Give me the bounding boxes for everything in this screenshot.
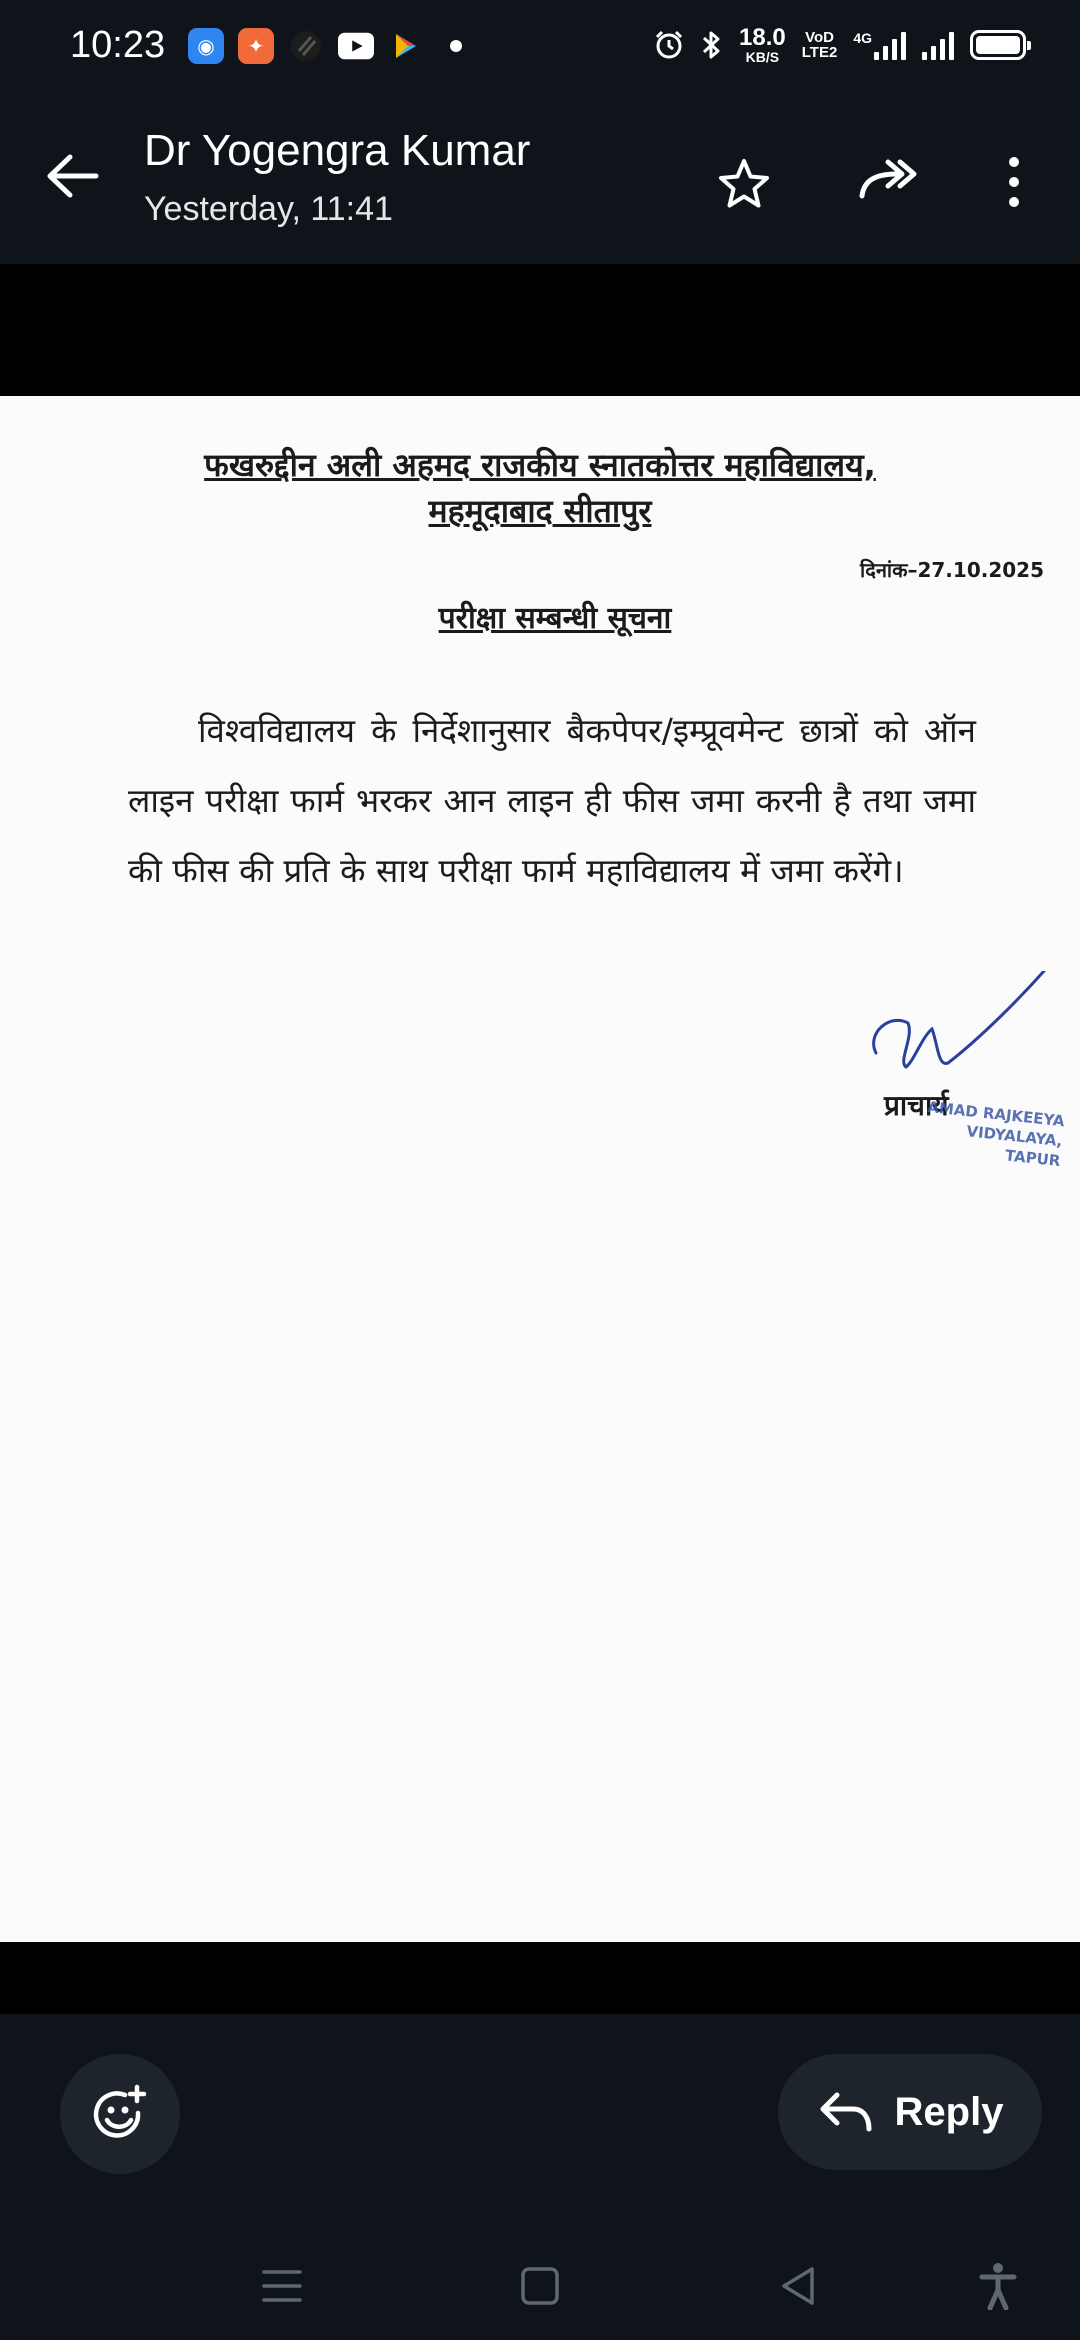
- message-timestamp: Yesterday, 11:41: [144, 190, 393, 228]
- more-vertical-icon-dot: [1009, 197, 1019, 207]
- notice-body: विश्वविद्यालय के निर्देशानुसार बैकपेपर/इम्प्रूवमेन्ट छात्रों को ऑन लाइन परीक्षा फार्म भरकर आन लाइन ही फीस जमा करनी है तथा जमा की फीस की प्रति के साथ परीक्षा फार्म महाविद्यालय में जमा करेंगे।: [128, 711, 976, 890]
- system-navigation-bar: [0, 2236, 1080, 2340]
- volte-bottom: LTE2: [801, 44, 838, 61]
- game-app-icon: ✦: [238, 28, 274, 64]
- bluetooth-icon: [701, 29, 723, 61]
- institution-name: [0, 442, 1080, 534]
- status-indicators: [653, 26, 1026, 64]
- accessibility-icon: [978, 2262, 1018, 2310]
- network-speed-unit: KB/S: [745, 49, 780, 65]
- network-type: 4G: [853, 30, 872, 46]
- more-options-button[interactable]: [990, 144, 1038, 220]
- volte-indicator: [802, 30, 838, 60]
- seal-line1: AMAD RAJKEEYA: [926, 1097, 1066, 1131]
- more-notifications-dot: [450, 40, 462, 52]
- emoji-reaction-button[interactable]: [60, 2054, 180, 2174]
- forward-icon: [856, 156, 920, 204]
- accessibility-button[interactable]: [962, 2250, 1034, 2322]
- volte-top: VoD: [805, 29, 834, 46]
- institution-name-line1: फखरुद्दीन अली अहमद राजकीय स्नातकोत्तर महाविद्यालय,: [204, 446, 876, 484]
- battery-icon: [970, 30, 1026, 60]
- signal-bars-sim2-icon: [922, 30, 954, 60]
- browser-app-icon: ◉: [188, 28, 224, 64]
- notice-document-image[interactable]: [0, 396, 1080, 1942]
- square-home-icon: [519, 2265, 561, 2307]
- status-time: 10:23: [70, 24, 166, 66]
- star-outline-icon: [716, 156, 772, 212]
- play-store-icon: [388, 28, 424, 64]
- college-seal: [922, 1097, 1065, 1171]
- reply-button[interactable]: [778, 2054, 1042, 2170]
- viewer-app-bar: [0, 96, 1080, 264]
- star-button[interactable]: [708, 148, 780, 220]
- seal-line3: TAPUR: [1004, 1146, 1062, 1171]
- status-bar: [0, 0, 1080, 96]
- youtube-icon: [338, 28, 374, 64]
- signatory-title: प्राचार्य: [884, 1089, 949, 1122]
- sender-name: Dr Yogengra Kumar: [144, 126, 531, 175]
- home-button[interactable]: [504, 2250, 576, 2322]
- seal-line2: VIDYALAYA,: [965, 1122, 1064, 1151]
- reply-icon: [817, 2089, 875, 2135]
- emoji-add-icon: [89, 2083, 151, 2145]
- triangle-back-icon: [778, 2264, 818, 2308]
- institution-name-line2: महमूदाबाद सीतापुर: [428, 492, 652, 530]
- pen-app-icon: [288, 28, 324, 64]
- signature-image: [862, 971, 1050, 1091]
- notice-date: दिनांक–27.10.2025: [860, 558, 1044, 582]
- menu-lines-icon: [260, 2266, 304, 2306]
- signal-sim1: [853, 30, 906, 60]
- recents-button[interactable]: [246, 2250, 318, 2322]
- network-speed-value: 18.0: [739, 24, 786, 51]
- network-speed: [739, 26, 786, 64]
- bottom-action-bar: [0, 2014, 1080, 2340]
- alarm-icon: [653, 29, 685, 61]
- notice-title: परीक्षा सम्बन्धी सूचना: [438, 601, 672, 636]
- forward-button[interactable]: [850, 144, 926, 216]
- reply-label: Reply: [894, 2089, 1004, 2134]
- more-vertical-icon-dot: [1009, 157, 1019, 167]
- notification-icons: [188, 28, 462, 64]
- arrow-left-icon: [44, 151, 100, 201]
- more-vertical-icon-dot: [1009, 177, 1019, 187]
- back-button[interactable]: [36, 140, 108, 212]
- signal-bars-icon: [874, 30, 906, 60]
- back-nav-button[interactable]: [762, 2250, 834, 2322]
